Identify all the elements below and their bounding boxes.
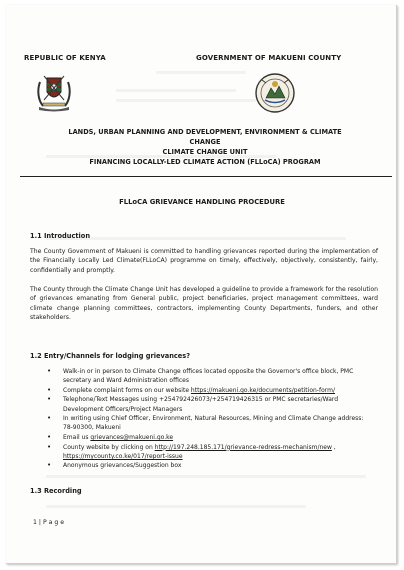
department-title: LANDS, URBAN PLANNING AND DEVELOPMENT, ENVIRONMENT & CLIMATE xyxy=(68,128,342,136)
list-item-separator: , xyxy=(331,443,336,451)
recording-heading: 1.3 Recording xyxy=(30,487,82,495)
republic-of-kenya-heading: REPUBLIC OF KENYA xyxy=(24,54,106,62)
document-titles xyxy=(20,127,390,167)
introduction-paragraph: The County through the Climate Change Unit has developed a guideline to provide a framework for the resolution of grievances emanating from General public, project beneficiaries, project management committees, ward climate change planning committees, contractors, implementing County Departments, funders, and other stakeholders. xyxy=(30,286,378,321)
list-item-text: County website by clicking on xyxy=(63,443,155,451)
list-item-text: Email us xyxy=(63,433,91,441)
header-divider xyxy=(20,176,392,177)
bleed-through-mark xyxy=(46,237,346,240)
list-item xyxy=(45,443,365,461)
petition-form-link[interactable]: https://makueni.go.ke/documents/petition-form/ xyxy=(190,386,335,394)
bleed-through-mark xyxy=(156,71,246,74)
list-item-text: In writing using Chief Officer, Environment, Natural Resources, Mining and Climate Change address: 78-90300, Makueni xyxy=(63,415,364,432)
procedure-title: FLLoCA GRIEVANCE HANDLING PROCEDURE xyxy=(119,198,285,206)
department-title-continued: CHANGE xyxy=(189,138,221,146)
bleed-through-mark xyxy=(116,89,236,92)
list-item-text: Complete complaint forms on our website xyxy=(63,386,191,394)
report-issue-link[interactable]: https://mycounty.co.ke/017/report-issue xyxy=(63,452,183,460)
bleed-through-mark xyxy=(46,505,306,508)
list-item xyxy=(45,461,365,470)
channels-list xyxy=(45,367,365,471)
list-item xyxy=(45,395,365,413)
list-item xyxy=(45,367,365,385)
list-item-text: Telephone/Text Messages using +254792426073/+254719426315 or PMC secretaries/Ward Development Officers/Project Managers xyxy=(63,396,339,413)
kenya-coat-of-arms-icon xyxy=(34,72,74,112)
program-title: FINANCING LOCALLY-LED CLIMATE ACTION (FLLoCA) PROGRAM xyxy=(89,158,321,166)
list-item xyxy=(45,414,365,432)
list-item xyxy=(45,386,365,395)
makueni-county-seal-icon xyxy=(254,72,296,114)
list-item-text: Walk-in or in person to Climate Change offices located opposite the Governor's office block, PMC secretary and Ward Administration offices xyxy=(63,368,354,385)
introduction-paragraph: The County Government of Makueni is committed to handling grievances reported during the implementation of the Financially Locally Led Climate(FLLoCA) programme on timely, effectively, objectively, consistently, fairly, confidentially and promptly. xyxy=(30,248,378,274)
introduction-heading: 1.1 Introduction xyxy=(30,232,91,240)
grievance-redress-link[interactable]: http://197.248.185.171/grievance-redress-mechanism/new xyxy=(154,443,332,451)
bleed-through-mark xyxy=(46,475,366,478)
page-number-footer: 1 | P a g e xyxy=(33,519,65,526)
grievance-email-link[interactable]: grievances@makueni.go.ke xyxy=(90,433,174,441)
list-item-text: Anonymous grievances/Suggestion box xyxy=(63,462,182,470)
unit-title: CLIMATE CHANGE UNIT xyxy=(162,148,248,156)
makueni-county-heading: GOVERNMENT OF MAKUENI COUNTY xyxy=(196,54,342,62)
list-item xyxy=(45,433,365,442)
bleed-through-mark xyxy=(116,99,256,102)
channels-heading: 1.2 Entry/Channels for lodging grievances? xyxy=(30,352,191,360)
